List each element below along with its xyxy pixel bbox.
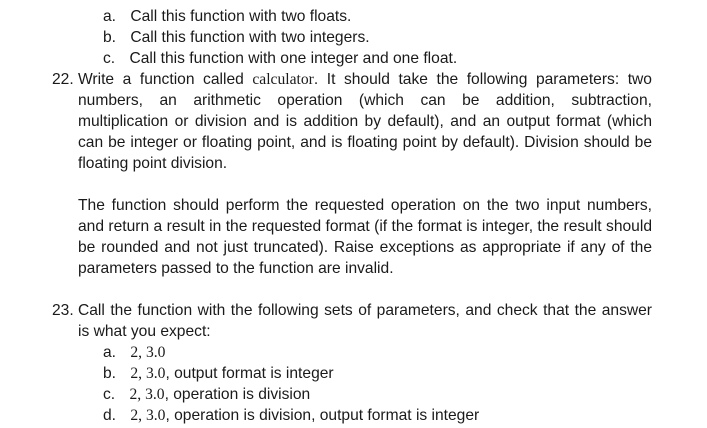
q22-line-5: floating point division.: [78, 155, 228, 172]
item-marker: b.: [103, 365, 117, 382]
item-text: Call this function with one integer and one float.: [129, 50, 458, 67]
q22-para2-line-3: be rounded and not just truncated). Raise exceptions as appropriate if any of the: [78, 239, 652, 256]
item-text: , operation is division, output format is integer: [165, 407, 480, 424]
item-text: , operation is division: [164, 386, 311, 403]
item-marker: a.: [103, 344, 117, 361]
q21-item-b: [103, 27, 370, 48]
q22-line1-pre: Write a function called: [78, 71, 244, 88]
param-code: 2, 3.0: [129, 386, 165, 403]
q22-line1-post: . It should take the following parameters: two: [313, 71, 652, 88]
q22-line-4: can be integer or floating point, and is floating point by default). Division should be: [78, 134, 652, 151]
param-code: 2, 3.0: [130, 407, 166, 424]
item-marker: c.: [103, 50, 116, 67]
param-code: 2, 3.0: [130, 344, 166, 361]
item-marker: b.: [103, 29, 117, 46]
q21-item-a: [103, 6, 351, 27]
q23-item-b: [103, 363, 334, 384]
item-text: , output format is integer: [165, 365, 334, 382]
q23-item-a: [103, 342, 165, 363]
q23-item-d: [103, 405, 479, 426]
q22-number: 22.: [52, 71, 74, 88]
item-marker: d.: [103, 407, 117, 424]
item-marker: a.: [103, 8, 117, 25]
q23-number: 23.: [52, 302, 74, 319]
q23-line-1: Call the function with the following sets of parameters, and check that the answer: [78, 302, 652, 319]
item-text: Call this function with two floats.: [130, 8, 352, 25]
q21-item-c: [103, 48, 457, 69]
q22-line-1: [78, 69, 652, 90]
q22-line-3: multiplication or division and is addition by default), and an output format (which: [78, 113, 652, 130]
q23-item-c: [103, 384, 310, 405]
q22-para2-line-4: parameters passed to the function are invalid.: [78, 260, 394, 277]
q22-para2-line-1: The function should perform the requested operation on the two input numbers,: [78, 197, 652, 214]
item-text: Call this function with two integers.: [130, 29, 370, 46]
function-name-code: calculator: [252, 71, 314, 88]
q22-para2-line-2: and return a result in the requested format (if the format is integer, the result should: [78, 218, 652, 235]
param-code: 2, 3.0: [130, 365, 166, 382]
q22-line-2: numbers, an arithmetic operation (which can be addition, subtraction,: [78, 92, 652, 109]
item-marker: c.: [103, 386, 116, 403]
q23-line-2: is what you expect:: [78, 323, 211, 340]
